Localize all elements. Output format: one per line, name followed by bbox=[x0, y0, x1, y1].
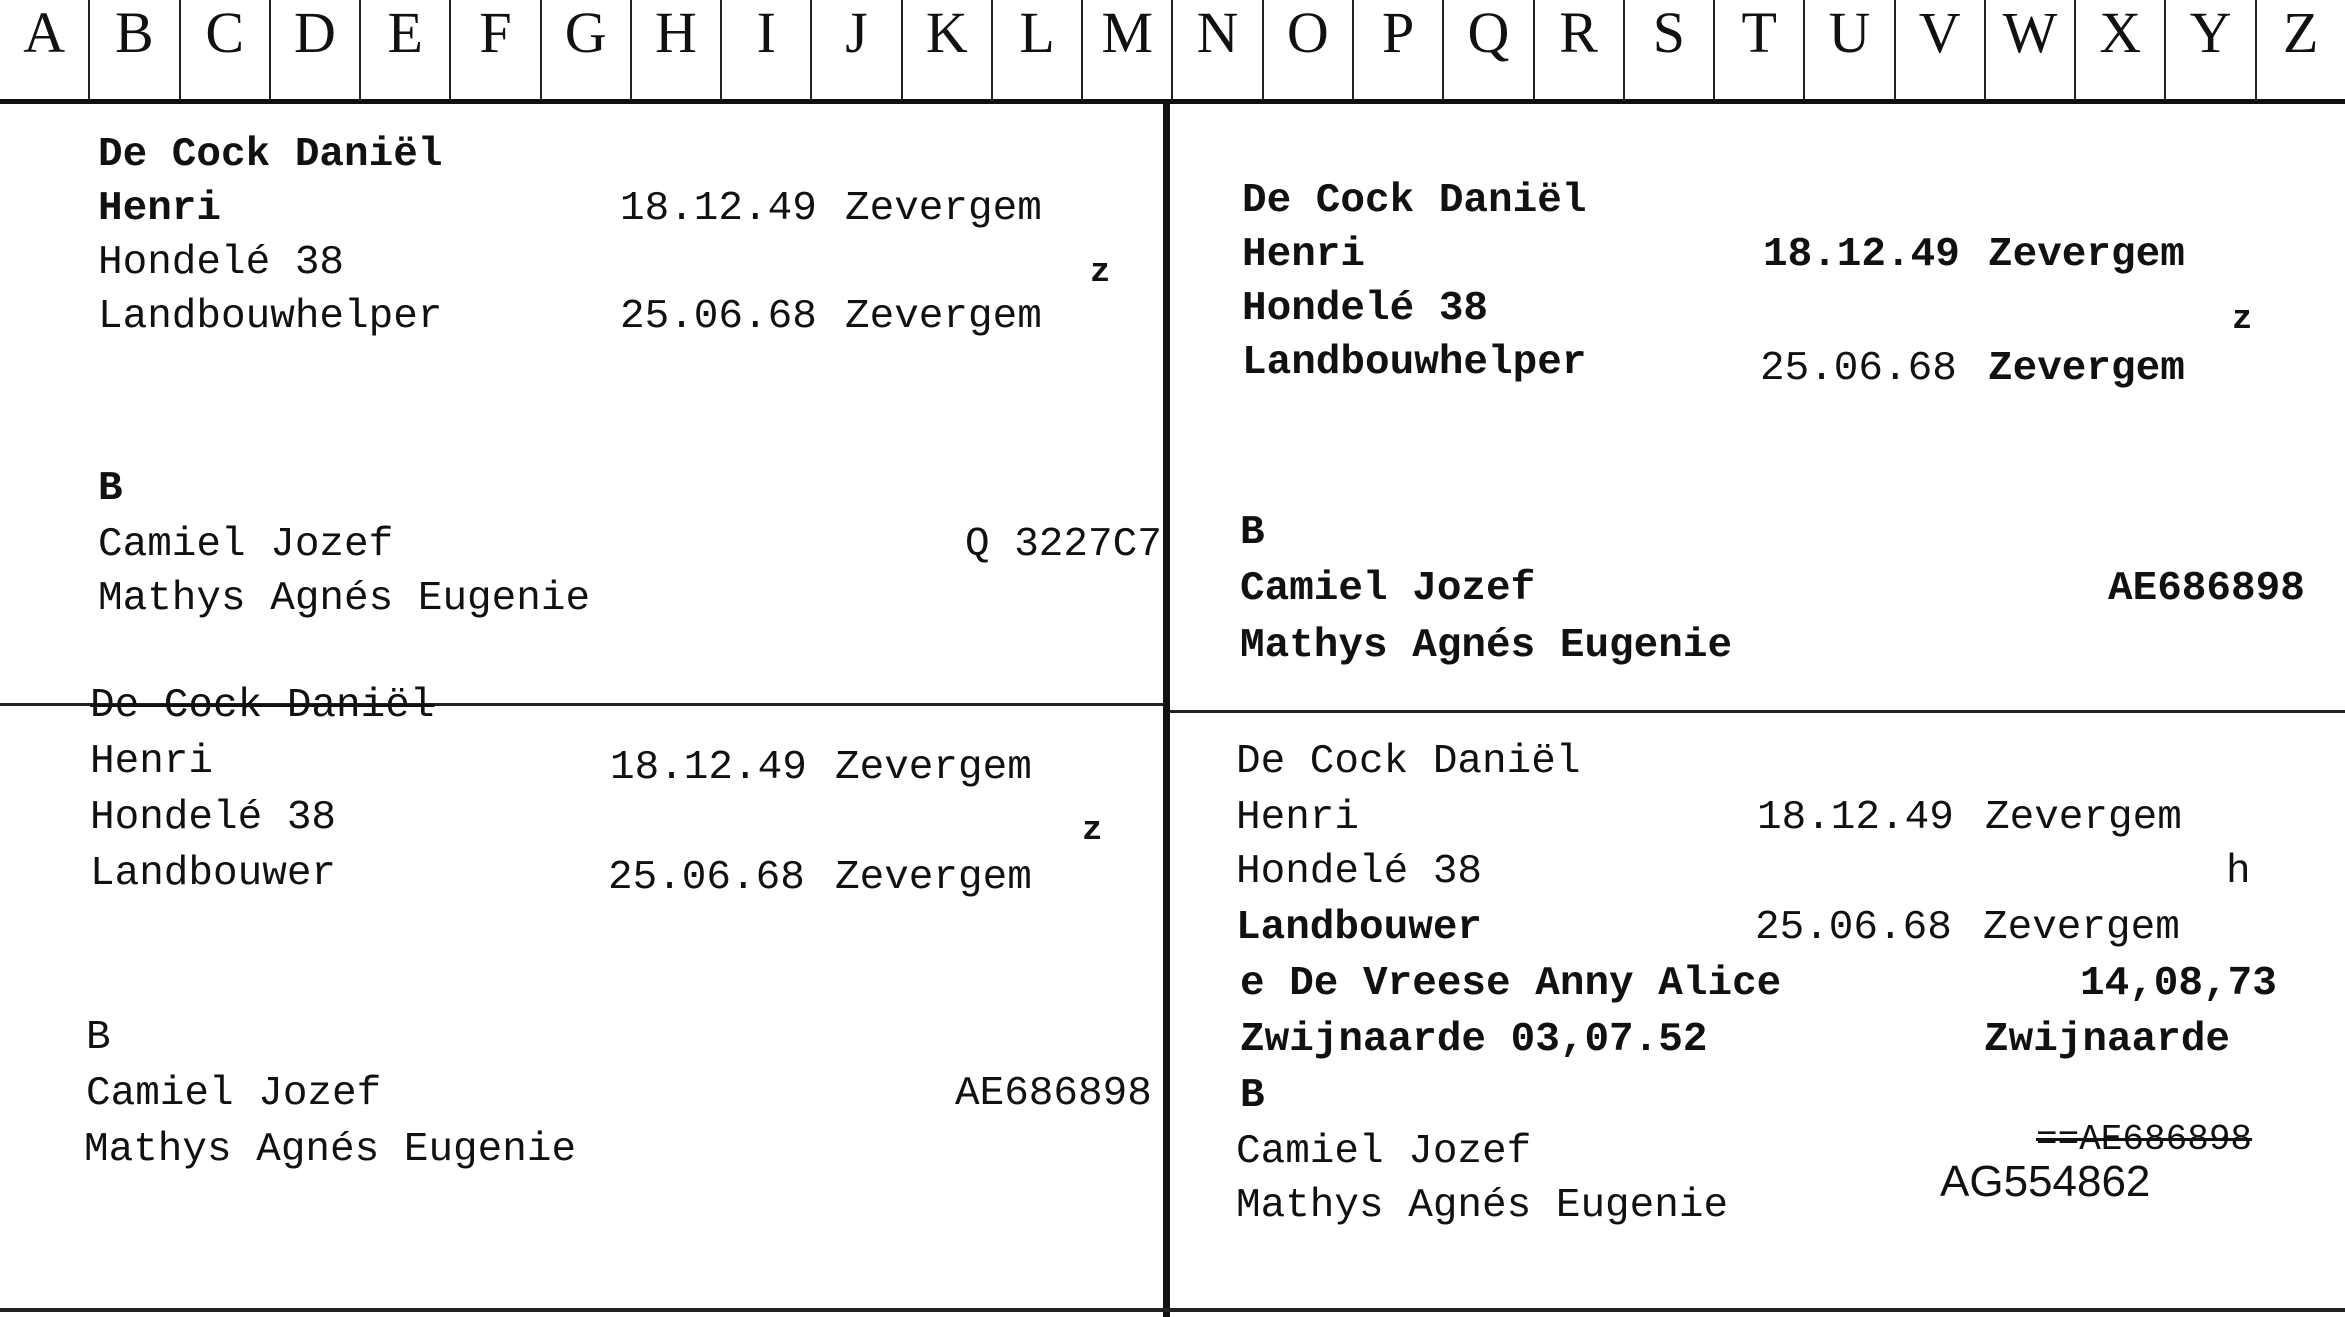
registration-date: 25.06.68 bbox=[608, 855, 805, 901]
alphabet-index-strip bbox=[0, 0, 2345, 104]
id-number: Q 3227C7 bbox=[965, 522, 1162, 568]
person-name: De Cock Daniël bbox=[98, 132, 443, 178]
registration-date: 25.06.68 bbox=[1755, 905, 1952, 951]
first-names: Henri bbox=[90, 739, 214, 785]
address: Hondelé 38 bbox=[1236, 849, 1483, 895]
registration-place: Zevergem bbox=[1988, 346, 2185, 392]
index-letter-s: S bbox=[1625, 0, 1715, 99]
marker: h bbox=[2226, 849, 2251, 895]
occupation: Landbouwhelper bbox=[1242, 340, 1587, 386]
birth-place: Zevergem bbox=[835, 745, 1032, 791]
first-names: Henri bbox=[1242, 232, 1366, 278]
mother-name: Mathys Agnés Eugenie bbox=[1240, 623, 1733, 669]
card-divider-bottom bbox=[0, 1308, 2345, 1312]
marriage-place: Zwijnaarde bbox=[1984, 1017, 2231, 1063]
mother-name: Mathys Agnés Eugenie bbox=[98, 576, 591, 622]
registration-place: Zevergem bbox=[835, 855, 1032, 901]
index-letter-d: D bbox=[271, 0, 361, 99]
mother-name: Mathys Agnés Eugenie bbox=[1236, 1183, 1729, 1229]
index-letter-j: J bbox=[812, 0, 902, 99]
category: B bbox=[98, 466, 123, 512]
registration-place: Zevergem bbox=[845, 294, 1042, 340]
index-letter-m: M bbox=[1083, 0, 1173, 99]
birth-date: 18.12.49 bbox=[1763, 232, 1960, 278]
marriage-date: 14,08,73 bbox=[2080, 961, 2277, 1007]
address: Hondelé 38 bbox=[1242, 286, 1489, 332]
registration-place: Zevergem bbox=[1983, 905, 2180, 951]
address: Hondelé 38 bbox=[98, 240, 345, 286]
id-number: AE686898 bbox=[955, 1071, 1152, 1117]
address: Hondelé 38 bbox=[90, 795, 337, 841]
index-letter-k: K bbox=[903, 0, 993, 99]
index-letter-b: B bbox=[90, 0, 180, 99]
index-letter-p: P bbox=[1354, 0, 1444, 99]
index-letter-x: X bbox=[2076, 0, 2166, 99]
person-name: De Cock Daniël bbox=[1242, 178, 1587, 224]
index-letter-l: L bbox=[993, 0, 1083, 99]
occupation: Landbouwer bbox=[90, 851, 337, 897]
mother-name: Mathys Agnés Eugenie bbox=[84, 1127, 577, 1173]
index-letter-w: W bbox=[1986, 0, 2076, 99]
father-name: Camiel Jozef bbox=[1240, 566, 1536, 612]
father-name: Camiel Jozef bbox=[98, 522, 394, 568]
card-divider-right bbox=[1170, 710, 2345, 713]
spouse-birth: Zwijnaarde 03,07.52 bbox=[1240, 1017, 1708, 1063]
occupation: Landbouwhelper bbox=[98, 294, 443, 340]
index-letter-q: Q bbox=[1444, 0, 1534, 99]
category: B bbox=[1240, 1073, 1265, 1119]
birth-place: Zevergem bbox=[845, 186, 1042, 232]
birth-place: Zevergem bbox=[1985, 795, 2182, 841]
person-name: De Cock Daniël bbox=[1236, 739, 1581, 785]
spouse-name: e De Vreese Anny Alice bbox=[1240, 961, 1782, 1007]
index-letter-c: C bbox=[181, 0, 271, 99]
index-letter-a: A bbox=[0, 0, 90, 99]
index-letter-h: H bbox=[632, 0, 722, 99]
marker: z bbox=[1090, 254, 1111, 292]
index-letter-r: R bbox=[1535, 0, 1625, 99]
index-letter-i: I bbox=[722, 0, 812, 99]
father-name: Camiel Jozef bbox=[86, 1071, 382, 1117]
registration-date: 25.06.68 bbox=[620, 294, 817, 340]
father-name: Camiel Jozef bbox=[1236, 1129, 1532, 1175]
index-letter-t: T bbox=[1715, 0, 1805, 99]
index-letter-n: N bbox=[1173, 0, 1263, 99]
occupation: Landbouwer bbox=[1236, 905, 1483, 951]
index-letter-e: E bbox=[361, 0, 451, 99]
first-names: Henri bbox=[1236, 795, 1360, 841]
category: B bbox=[86, 1015, 111, 1061]
index-letter-z: Z bbox=[2283, 0, 2319, 65]
id-number: AG554862 bbox=[1940, 1157, 2151, 1206]
card-divider-vertical bbox=[1163, 104, 1170, 1317]
first-names: Henri bbox=[98, 186, 222, 232]
person-name: De Cock Daniël bbox=[90, 683, 435, 729]
index-letter-o: O bbox=[1264, 0, 1354, 99]
index-letter-y: Y bbox=[2166, 0, 2256, 99]
index-letter-f: F bbox=[451, 0, 541, 99]
birth-date: 18.12.49 bbox=[1757, 795, 1954, 841]
index-letter-g: G bbox=[542, 0, 632, 99]
marker: z bbox=[1082, 812, 1103, 850]
registration-date: 25.06.68 bbox=[1760, 346, 1957, 392]
birth-date: 18.12.49 bbox=[620, 186, 817, 232]
marker: z bbox=[2232, 301, 2253, 339]
birth-place: Zevergem bbox=[1988, 232, 2185, 278]
old-id-number: ==AE686898 bbox=[2036, 1119, 2253, 1160]
category: B bbox=[1240, 510, 1265, 556]
index-letter-v: V bbox=[1896, 0, 1986, 99]
index-letter-u: U bbox=[1805, 0, 1895, 99]
id-number: AE686898 bbox=[2108, 566, 2305, 612]
birth-date: 18.12.49 bbox=[610, 745, 807, 791]
